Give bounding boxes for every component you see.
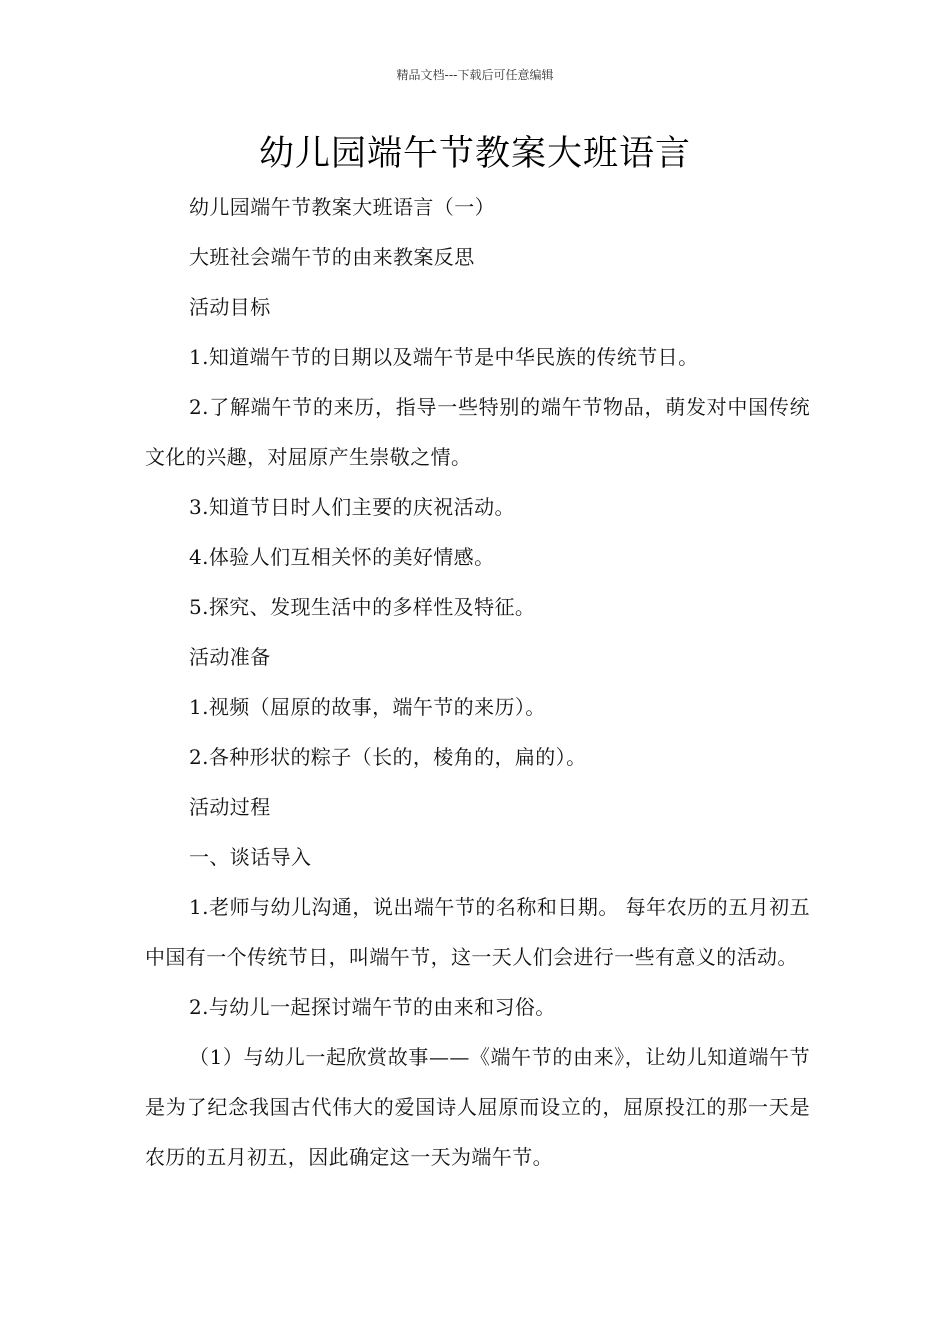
document-body [145, 182, 810, 1182]
section-heading-process: 活动过程 [189, 795, 271, 819]
process-paragraph: （1）与幼儿一起欣赏故事——《端午节的由来》，让幼儿知道端午节是为了纪念我国古代伟大的爱国诗人屈原而设立的，屈原投江的那一天是农历的五月初五，因此确定这一天为端午节。 [145, 1045, 810, 1169]
process-paragraph: 1.老师与幼儿沟通，说出端午节的名称和日期。 每年农历的五月初五中国有一个传统节日，叫端午节，这一天人们会进行一些有意义的活动。 [145, 895, 810, 969]
section-heading-goals: 活动目标 [189, 295, 271, 319]
preparation-item: 2.各种形状的粽子（长的，棱角的，扁的）。 [189, 745, 587, 769]
goal-item: 4.体验人们互相关怀的美好情感。 [189, 545, 495, 569]
process-step-heading: 一、谈话导入 [189, 845, 312, 869]
document-title: 幼儿园端午节教案大班语言 [258, 134, 691, 174]
goal-item: 5.探究、发现生活中的多样性及特征。 [189, 595, 536, 619]
header-note: 精品文档---下载后可任意编辑 [396, 68, 554, 82]
goal-item: 3.知道节日时人们主要的庆祝活动。 [189, 495, 515, 519]
subtitle-paragraph: 幼儿园端午节教案大班语言（一） [189, 195, 495, 219]
lesson-title-paragraph: 大班社会端午节的由来教案反思 [189, 245, 475, 269]
goal-item: 2.了解端午节的来历，指导一些特别的端午节物品，萌发对中国传统文化的兴趣，对屈原产生崇敬之情。 [145, 395, 810, 469]
section-heading-preparation: 活动准备 [189, 645, 271, 669]
preparation-item: 1.视频（屈原的故事，端午节的来历）。 [189, 695, 546, 719]
goal-item: 1.知道端午节的日期以及端午节是中华民族的传统节日。 [189, 345, 699, 369]
process-paragraph: 2.与幼儿一起探讨端午节的由来和习俗。 [189, 995, 556, 1019]
